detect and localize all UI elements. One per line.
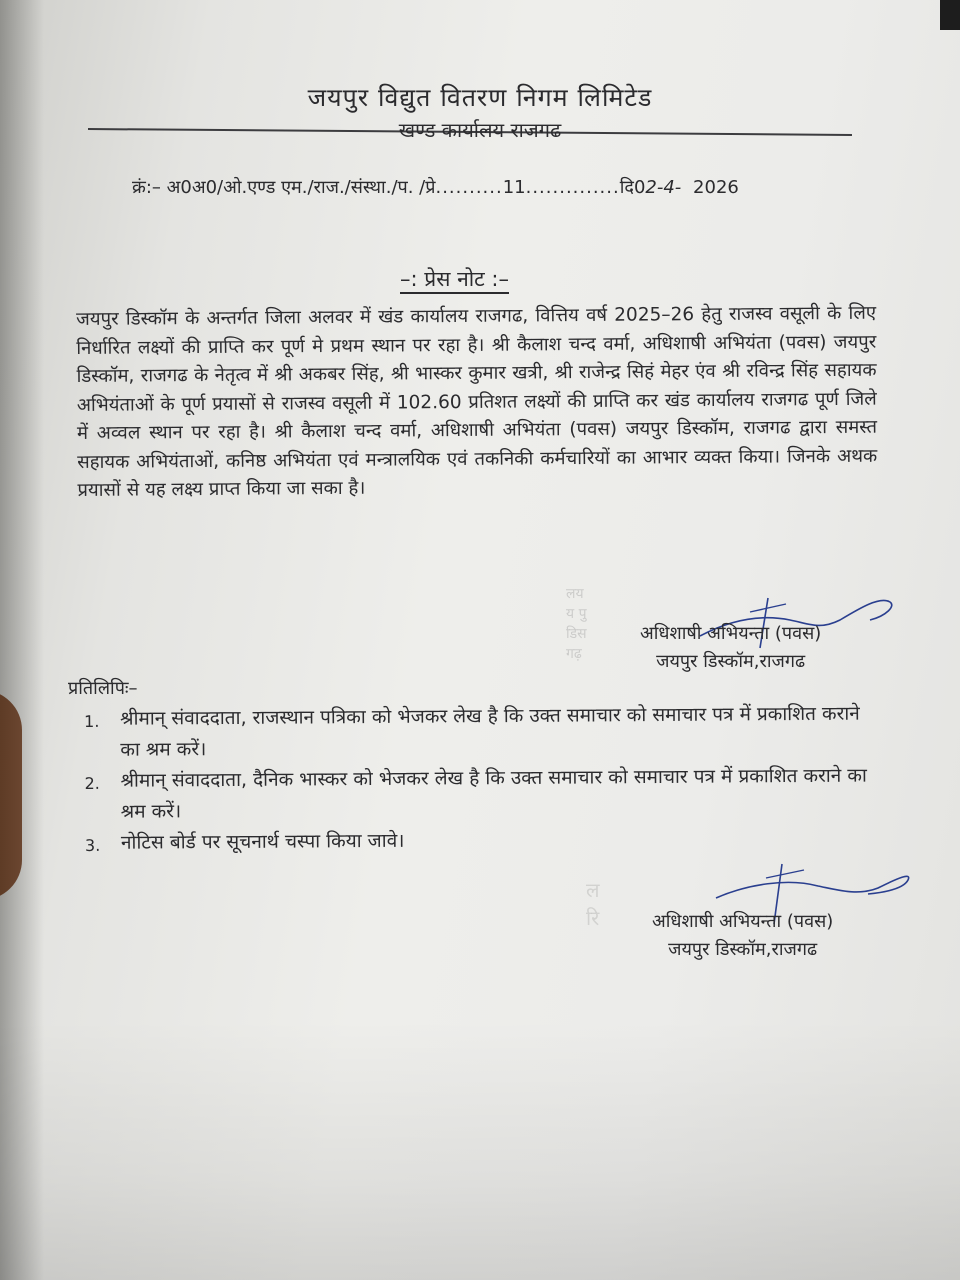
date-year: 2026 bbox=[693, 177, 739, 198]
copies-list bbox=[84, 698, 885, 861]
list-item-text: नोटिस बोर्ड पर सूचनार्थ चस्पा किया जावे। bbox=[120, 829, 405, 854]
reference-number: 11 bbox=[502, 177, 526, 198]
list-item-number: 2. bbox=[84, 773, 100, 793]
signature-2-designation: अधिशाषी अभियन्ता (पवस) bbox=[652, 911, 834, 932]
date-label: दि0 bbox=[619, 177, 646, 198]
press-note-body: जयपुर डिस्कॉम के अन्तर्गत जिला अलवर में खंड कार्यालय राजगढ, वित्तिय वर्ष 2025–26 हेतु राजस्व वसूली के लिए निर्धारित लक्ष्यों की प्राप्ति कर पूर्ण मे प्रथम स्थान पर रहा है। श्री कैलाश चन्द वर्मा, अधिशाषी अभियंता (पवस) जयपुर डिस्कॉम, राजगढ के नेतृत्व में श्री अकबर सिंह, श्री भास्कर कुमार खत्री, श्री राजेन्द्र सिहं मेहर एंव श्री रविन्द्र सिंह सहायक अभियंताओं के पूर्ण प्रयासों से राजस्व वसूली में 102.60 प्रतिशत लक्ष्यों की प्राप्ति कर खंड कार्यालय राजगढ पूर्ण जिले में अव्वल स्थान पर रहा है। श्री कैलाश चन्द वर्मा, अधिशाषी अभियंता (पवस) जयपुर डिस्कॉम, राजगढ द्वारा समस्त सहायक अभियंताओं, कनिष्ठ अभियंता एवं मन्त्रालयिक एवं तकनिकी कर्मचारियों का आभार व्यक्त किया। जिनके अथक प्रयासों से यह लक्ष्य प्राप्त किया जा सका है। bbox=[76, 302, 878, 501]
org-name: जयपुर विद्युत वितरण निगम लिमिटेड bbox=[307, 83, 653, 112]
list-item bbox=[84, 698, 884, 766]
reference-prefix: क्रं:– अ0अ0/ओ.एण्ड एम./राज./संस्था./प. /प्रे bbox=[132, 177, 436, 198]
signature-block-1 bbox=[640, 620, 821, 676]
signature-1-office: जयपुर डिस्कॉम,राजगढ bbox=[656, 651, 806, 672]
copies-label: प्रतिलिपिः– bbox=[68, 678, 138, 699]
page-bottom-shadow bbox=[0, 1020, 960, 1280]
signature-1-designation: अधिशाषी अभियन्ता (पवस) bbox=[640, 623, 822, 644]
list-item-number: 3. bbox=[84, 835, 101, 855]
list-item-text: श्रीमान् संवाददाता, दैनिक भास्कर को भेजकर लेख है कि उक्त समाचार को समाचार पत्र में प्रकाशित कराने का श्रम करें। bbox=[120, 764, 867, 823]
office-name: खण्ड कार्यालय राजगढ bbox=[398, 118, 562, 142]
list-item-number: 1. bbox=[84, 711, 100, 731]
list-item bbox=[84, 760, 884, 828]
faint-stamp-impression-2: ल रि bbox=[586, 878, 600, 930]
corner-dark-area bbox=[940, 0, 960, 30]
signature-block-2 bbox=[652, 908, 833, 964]
press-note-heading: –: प्रेस नोट :– bbox=[400, 267, 509, 291]
reference-dots-2: .............. bbox=[525, 177, 620, 198]
signature-2-office: जयपुर डिस्कॉम,राजगढ bbox=[668, 939, 818, 960]
list-item bbox=[85, 822, 885, 861]
reference-dots-1: .......... bbox=[435, 177, 503, 198]
reference-line bbox=[132, 175, 739, 199]
list-item-text: श्रीमान् संवाददाता, राजस्थान पत्रिका को भेजकर लेख है कि उक्त समाचार को समाचार पत्र में प्रकाशित कराने का श्रम करें। bbox=[120, 702, 860, 761]
holding-finger bbox=[0, 690, 22, 900]
faint-stamp-impression: लय य पु डिस गढ़ bbox=[566, 586, 587, 662]
date-value: 2-4- bbox=[645, 177, 682, 198]
